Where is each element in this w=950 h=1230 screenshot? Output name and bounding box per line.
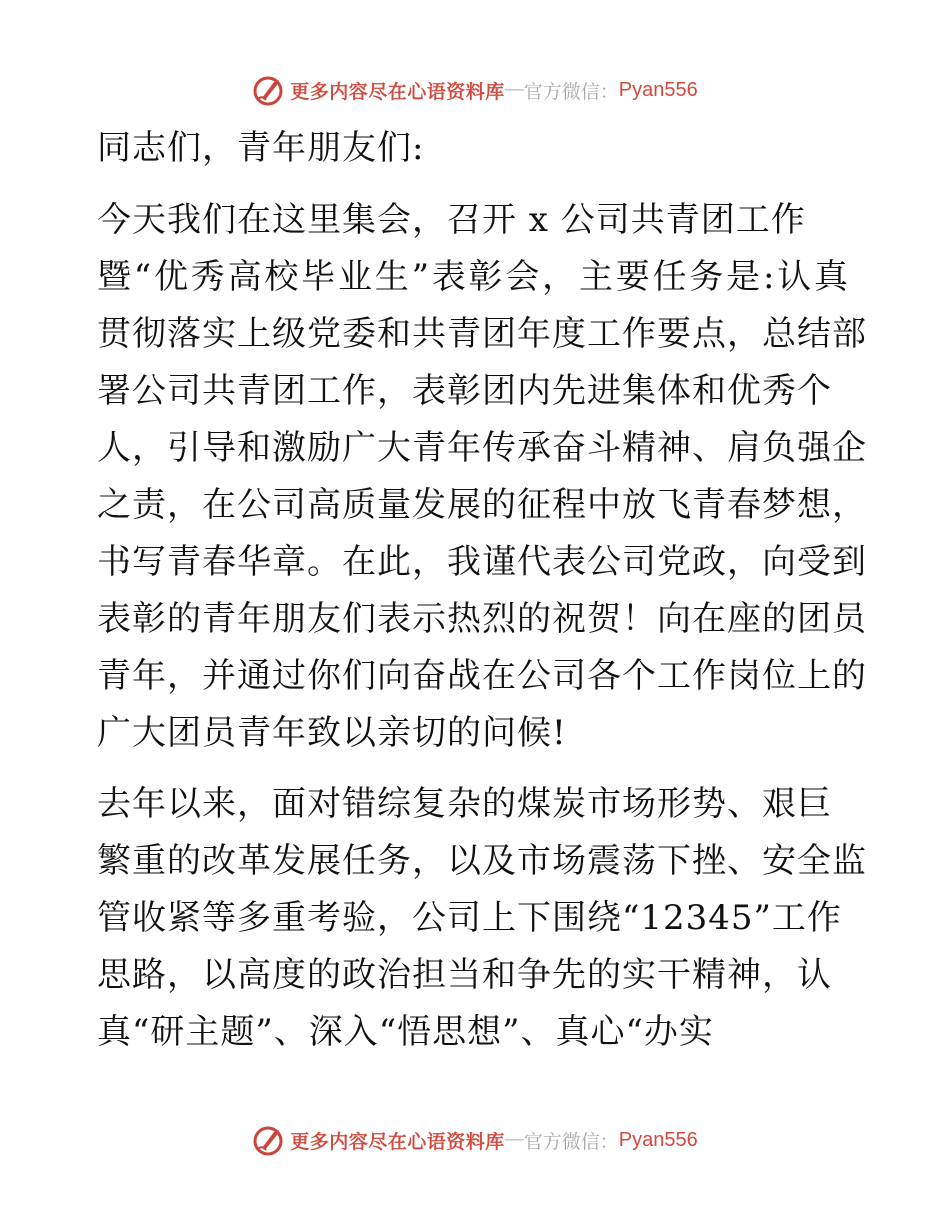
text-line-14: 管收紧等多重考验，公司上下围绕“12345”工作 [97,898,842,938]
pen-logo-icon [252,1123,286,1157]
text-line-6: 人，引导和激励广大青年传承奋斗精神、肩负强企 [97,428,867,468]
text-line-13: 繁重的改革发展任务，以及市场震荡下挫、安全监 [97,841,867,881]
watermark-label: 官方微信： [523,80,619,103]
text-line-12: 去年以来，面对错综复杂的煤炭市场形势、艰巨 [97,784,832,824]
text-line-10: 青年，并通过你们向奋战在公司各个工作岗位上的 [97,656,867,696]
watermark-header [0,70,950,110]
text-line-11: 广大团员青年致以亲切的问候! [97,713,567,753]
text-line-15: 思路，以高度的政治担当和争先的实干精神，认 [97,955,832,995]
text-line-8: 书写青春华章。在此，我谨代表公司党政，向受到 [97,542,867,582]
text-line-5: 署公司共青团工作，表彰团内先进集体和优秀个 [97,371,832,411]
watermark-footer [0,1120,950,1160]
text-line-4: 贯彻落实上级党委和共青团年度工作要点，总结部 [97,314,867,354]
text-line-9: 表彰的青年朋友们表示热烈的祝贺！向在座的团员 [97,599,867,639]
text-line-2: 今天我们在这里集会，召开 x 公司共青团工作 [97,200,806,240]
pen-logo-icon [252,73,286,107]
text-line-1: 同志们，青年朋友们: [97,128,425,168]
watermark-dash: — [504,79,524,100]
watermark-text: 更多内容尽在心语资料库 [290,1130,505,1153]
watermark-id: Pyan556 [618,1128,698,1151]
text-line-16: 真“研主题”、深入“悟思想”、真心“办实 [97,1012,714,1052]
watermark-text: 更多内容尽在心语资料库 [290,80,505,103]
watermark-dash: — [504,1129,524,1150]
text-line-3: 暨“优秀高校毕业生”表彰会，主要任务是:认真 [97,257,849,297]
watermark-label: 官方微信： [523,1130,619,1153]
text-line-7: 之责，在公司高质量发展的征程中放飞青春梦想， [97,485,867,525]
watermark-id: Pyan556 [618,78,698,101]
